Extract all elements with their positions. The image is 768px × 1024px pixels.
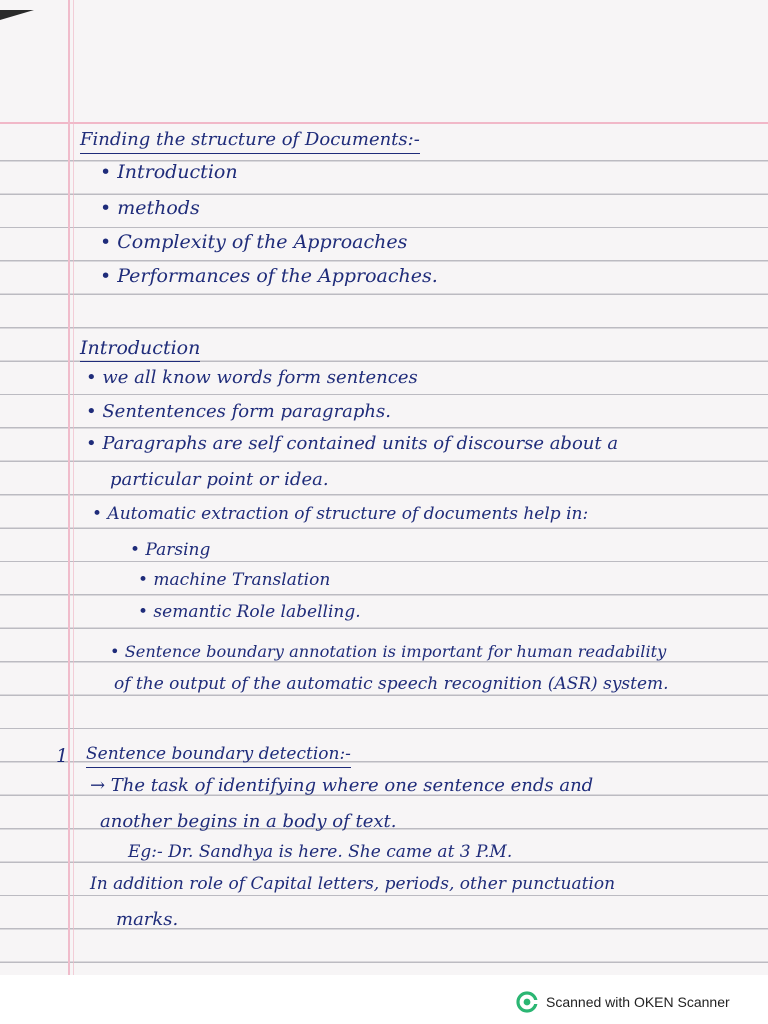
scanner-text: Scanned with OKEN Scanner: [546, 994, 730, 1010]
section-line: In addition role of Capital letters, periods, other punctuation: [90, 874, 616, 894]
sub-bullet: • Parsing: [130, 540, 211, 560]
section-line: marks.: [116, 909, 179, 930]
intro-bullet: • Automatic extraction of structure of documents help in:: [92, 504, 589, 524]
section-example: Eg:- Dr. Sandhya is here. She came at 3 P.M.: [128, 842, 513, 862]
section-heading: Sentence boundary detection:-: [86, 742, 351, 768]
annotation-line: • Sentence boundary annotation is important for human readability: [110, 642, 667, 661]
page-corner: [0, 10, 34, 20]
left-margin-line: [68, 0, 70, 975]
section-line: → The task of identifying where one sentence ends and: [90, 775, 594, 796]
intro-bullet: • Sententences form paragraphs.: [86, 401, 391, 422]
intro-bullet-continuation: particular point or idea.: [110, 469, 329, 490]
toc-item: • Complexity of the Approaches: [100, 231, 408, 253]
note-title: Finding the structure of Documents:-: [80, 128, 420, 154]
section-number: 1: [56, 745, 69, 767]
left-margin-line-secondary: [73, 0, 74, 975]
intro-bullet: • we all know words form sentences: [86, 367, 418, 388]
toc-item: • Introduction: [100, 161, 238, 183]
toc-item: • Performances of the Approaches.: [100, 265, 438, 287]
sub-bullet: • semantic Role labelling.: [138, 602, 361, 622]
section-line: another begins in a body of text.: [100, 811, 397, 832]
sub-bullet: • machine Translation: [138, 570, 331, 590]
toc-item: • methods: [100, 197, 200, 219]
top-margin-line: [0, 122, 768, 124]
oken-logo-icon: [516, 991, 538, 1013]
annotation-line: of the output of the automatic speech recognition (ASR) system.: [114, 674, 669, 694]
scanner-footer: [516, 990, 730, 1014]
intro-bullet: • Paragraphs are self contained units of discourse about a: [86, 433, 619, 454]
intro-heading: Introduction: [80, 336, 200, 362]
